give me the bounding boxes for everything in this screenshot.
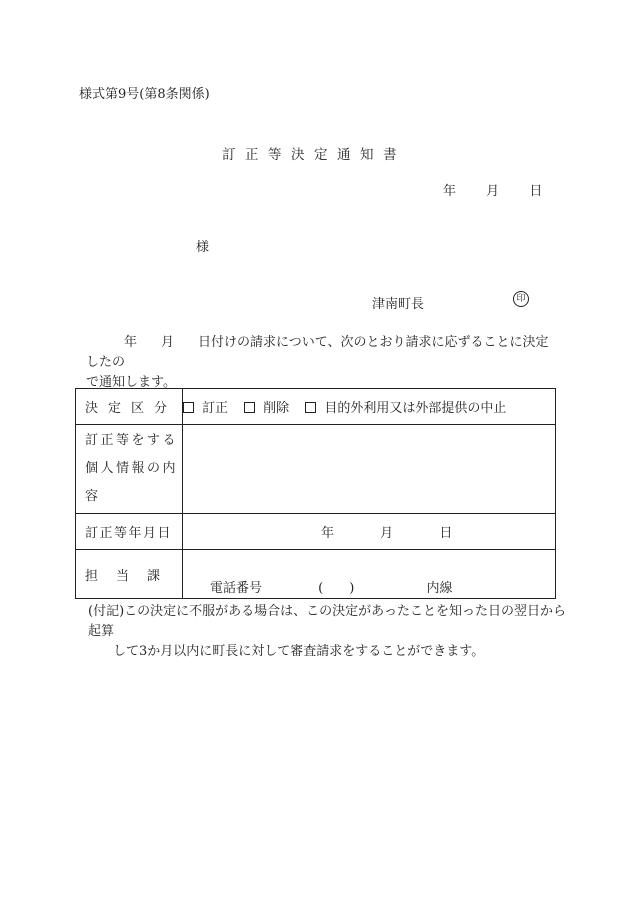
checkbox-stop-use[interactable]	[305, 402, 316, 413]
info-label	[76, 425, 183, 514]
notice-table	[75, 388, 556, 599]
date-month: 月	[380, 526, 394, 541]
table-row-dept	[76, 550, 556, 599]
info-label-line1: 訂正等をする	[85, 433, 179, 448]
phone-label: 電話番号	[210, 581, 263, 596]
dept-label: 担当課	[76, 550, 183, 599]
note-line2: して3か月以内に町長に対して審査請求をすることができます。	[113, 644, 485, 659]
seal-mark: 印	[513, 291, 529, 307]
decision-label: 決定区分	[76, 389, 183, 425]
body-line1: 日付けの請求について、次のとおり請求に応ずることに決定したの	[86, 335, 549, 370]
date-label: 訂正等年月日	[76, 514, 183, 550]
body-line2: で通知します。	[86, 375, 176, 390]
info-label-line2: 個人情報の内容	[85, 461, 179, 504]
issue-date-month: 月	[486, 184, 500, 199]
decision-options	[183, 389, 556, 425]
issue-date-day: 日	[529, 184, 543, 199]
addressee-suffix: 様	[196, 240, 210, 255]
date-value[interactable]	[183, 514, 556, 550]
option-deletion: 削除	[263, 401, 290, 416]
body-month: 月	[161, 335, 175, 350]
option-stop-use: 目的外利用又は外部提供の中止	[324, 401, 507, 416]
option-correction: 訂正	[202, 401, 229, 416]
table-row-date	[76, 514, 556, 550]
checkbox-correction[interactable]	[183, 402, 194, 413]
body-text	[86, 333, 556, 393]
dept-value[interactable]	[183, 550, 556, 599]
phone-paren: ( )	[318, 581, 355, 596]
body-year: 年	[124, 335, 138, 350]
issue-date-year: 年	[443, 184, 457, 199]
date-year: 年	[321, 526, 335, 541]
sender-name: 津南町長	[372, 297, 425, 312]
date-day: 日	[439, 526, 453, 541]
supplementary-note	[88, 602, 568, 662]
issue-date	[443, 180, 542, 199]
form-number: 様式第9号(第8条関係)	[79, 87, 210, 102]
note-line1: (付記)この決定に不服がある場合は、この決定があったことを知った日の翌日から起算	[88, 604, 567, 639]
info-value[interactable]	[183, 425, 556, 514]
document-title: 訂正等決定通知書	[222, 147, 406, 163]
checkbox-deletion[interactable]	[244, 402, 255, 413]
table-row-decision	[76, 389, 556, 425]
extension-label: 内線	[426, 581, 453, 596]
table-row-info	[76, 425, 556, 514]
